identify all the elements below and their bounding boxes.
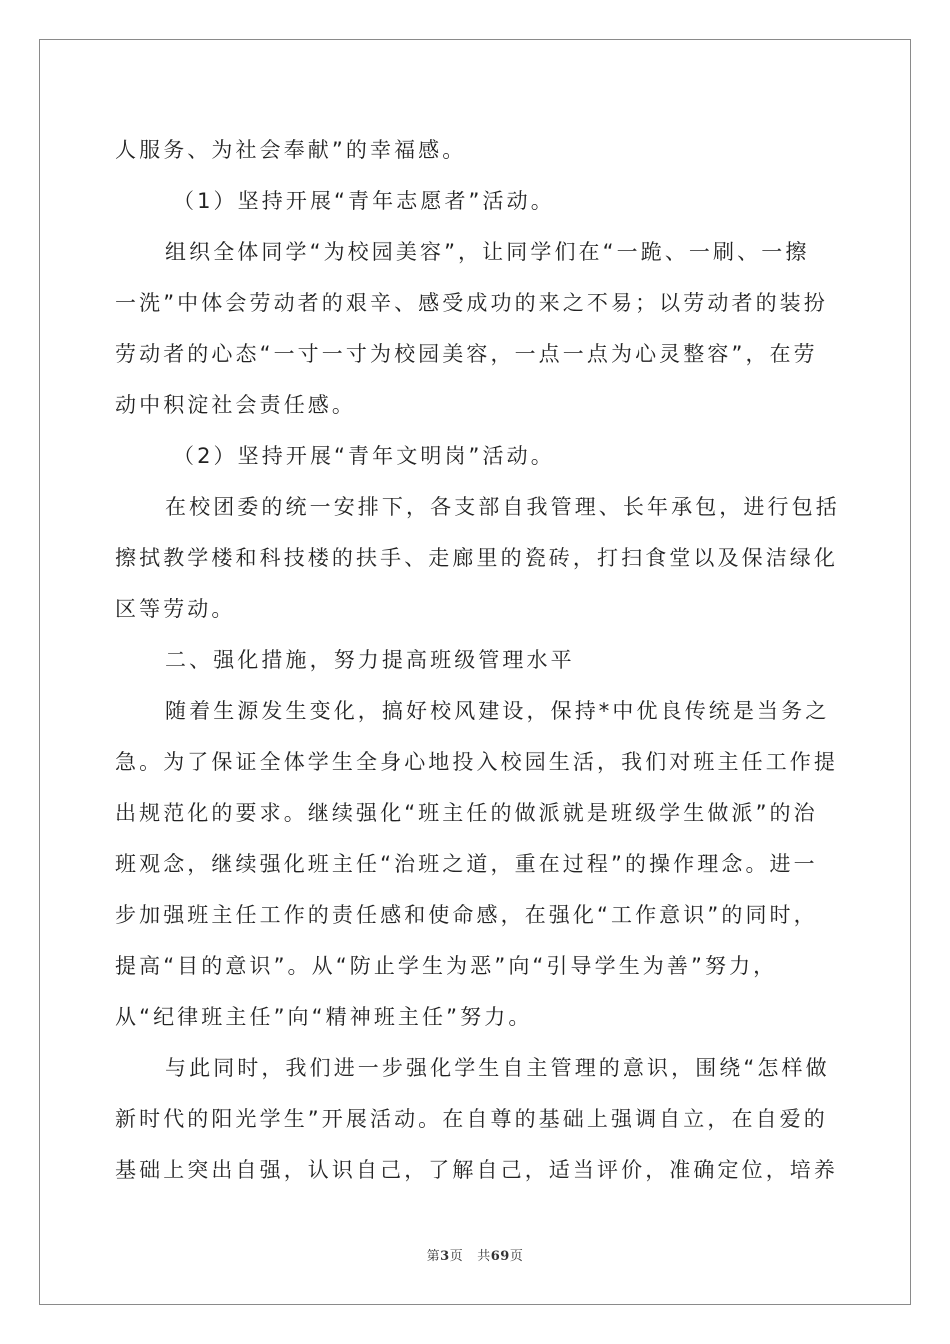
document-body [115, 125, 840, 1196]
text-line: 基础上突出自强，认识自己，了解自己，适当评价，准确定位，培养 [115, 1158, 838, 1182]
text-line: 班观念，继续强化班主任“治班之道，重在过程”的操作理念。进一 [115, 852, 818, 876]
total-pages: 69 [490, 1249, 510, 1264]
text-line: 动中积淀社会责任感。 [115, 393, 356, 417]
text-line: 急。为了保证全体学生全身心地投入校园生活，我们对班主任工作提 [115, 750, 838, 774]
page-number: 3 [440, 1249, 450, 1264]
paragraph-start: 在校团委的统一安排下，各支部自我管理、长年承包，进行包括 [165, 495, 840, 519]
paragraph-start: 组织全体同学“为校园美容”，让同学们在“一跪、一刷、一擦 [165, 240, 810, 264]
text-line: 从“纪律班主任”向“精神班主任”努力。 [115, 1005, 533, 1029]
page-suffix: 页 [449, 1249, 464, 1264]
text-line: 人服务、为社会奉献”的幸福感。 [115, 138, 467, 162]
text-line: 新时代的阳光学生”开展活动。在自尊的基础上强调自立，在自爱的 [115, 1107, 828, 1131]
text-line: 一洗”中体会劳动者的艰辛、感受成功的来之不易；以劳动者的装扮 [115, 291, 828, 315]
paragraph-start: 与此同时，我们进一步强化学生自主管理的意识，围绕“怎样做 [165, 1056, 830, 1080]
subheading-1: （1）坚持开展“青年志愿者”活动。 [173, 189, 555, 213]
total-prefix: 共 [477, 1249, 491, 1264]
subheading-2: （2）坚持开展“青年文明岗”活动。 [173, 444, 555, 468]
total-suffix: 页 [509, 1249, 524, 1264]
paragraph-start: 随着生源发生变化，搞好校风建设，保持*中优良传统是当务之 [165, 699, 830, 723]
text-line: 劳动者的心态“一寸一寸为校园美容，一点一点为心灵整容”，在劳 [115, 342, 818, 366]
text-line: 步加强班主任工作的责任感和使命感，在强化“工作意识”的同时， [115, 903, 818, 927]
text-line: 擦拭教学楼和科技楼的扶手、走廊里的瓷砖，打扫食堂以及保洁绿化 [115, 546, 838, 570]
page-prefix: 第 [426, 1249, 441, 1264]
text-line: 提高“目的意识”。从“防止学生为恶”向“引导学生为善”努力， [115, 954, 778, 978]
section-heading: 二、强化措施，努力提高班级管理水平 [165, 648, 575, 672]
page-footer [0, 1245, 950, 1264]
text-line: 出规范化的要求。继续强化“班主任的做派就是班级学生做派”的治 [115, 801, 818, 825]
text-line: 区等劳动。 [115, 597, 236, 621]
